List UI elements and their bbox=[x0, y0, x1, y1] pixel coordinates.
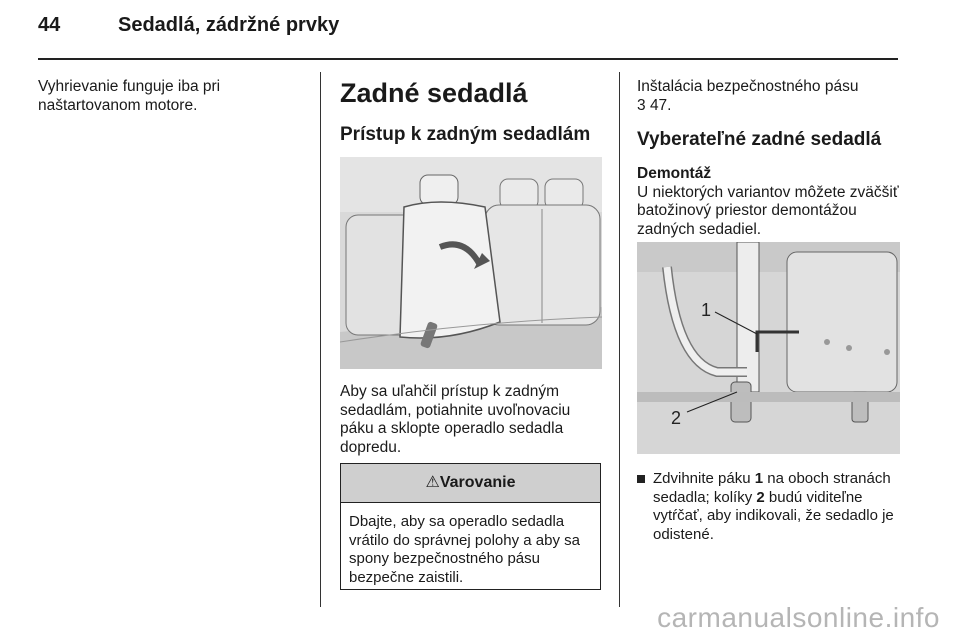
page-title: Sedadlá, zádržné prvky bbox=[118, 14, 340, 36]
column-divider bbox=[619, 72, 620, 607]
bullet-square-icon bbox=[637, 475, 645, 483]
seat-latch-drawing bbox=[637, 242, 900, 454]
callout-1: 1 bbox=[701, 300, 712, 320]
access-instructions bbox=[340, 383, 602, 457]
warning-text: Dbajte, aby sa operadlo sedadla vrátilo do správnej polohy a aby sa spony bezpečnostného pásu bezpečne zaistili. bbox=[349, 513, 580, 586]
column-3 bbox=[637, 78, 907, 239]
watermark: carmanualsonline.info bbox=[657, 602, 940, 633]
page-ref-number: 47. bbox=[649, 96, 672, 114]
page-ref-icon: 3 bbox=[637, 96, 646, 114]
header-rule bbox=[38, 58, 898, 60]
section-heading: Zadné sedadlá bbox=[340, 78, 528, 108]
rear-seat-drawing bbox=[340, 157, 602, 369]
removal-subheading: Demontáž bbox=[637, 165, 712, 182]
belt-reference bbox=[637, 78, 907, 115]
belt-reference-text: Inštalácia bezpečnostného pásu bbox=[637, 78, 859, 95]
section-subheading: Prístup k zadným sedadlám bbox=[340, 124, 591, 145]
unlock-instructions bbox=[637, 470, 905, 544]
access-paragraph: Aby sa uľahčil prístup k zadným sedadlám, potiahnite uvoľnovaciu páku a sklopte operadlo sedadla dopredu. bbox=[340, 383, 571, 456]
heating-note: Vyhrievanie funguje iba pri naštartovanom motore. bbox=[38, 78, 221, 114]
bullet-item bbox=[637, 470, 905, 544]
warning-icon: ⚠ bbox=[425, 474, 440, 491]
removable-seats-heading: Vyberateľné zadné sedadlá bbox=[637, 129, 882, 150]
column-divider bbox=[320, 72, 321, 607]
page-number: 44 bbox=[38, 14, 61, 36]
bullet-text: Zdvihnite páku 1 na oboch stranách sedadla; kolíky 2 budú viditeľne vytŕčať, aby indikovali, že sedadlo je odistené. bbox=[653, 470, 894, 543]
rear-seat-illustration bbox=[340, 157, 602, 369]
seat-latch-illustration bbox=[637, 242, 900, 454]
warning-box bbox=[340, 463, 601, 590]
warning-title: Varovanie bbox=[439, 474, 516, 491]
warning-header bbox=[341, 464, 600, 503]
column-1 bbox=[38, 78, 308, 115]
removal-paragraph: U niektorých variantov môžete zväčšiť batožinový priestor demontážou zadných sedadiel. bbox=[637, 183, 899, 238]
callout-2: 2 bbox=[671, 408, 682, 428]
column-2 bbox=[340, 78, 605, 146]
